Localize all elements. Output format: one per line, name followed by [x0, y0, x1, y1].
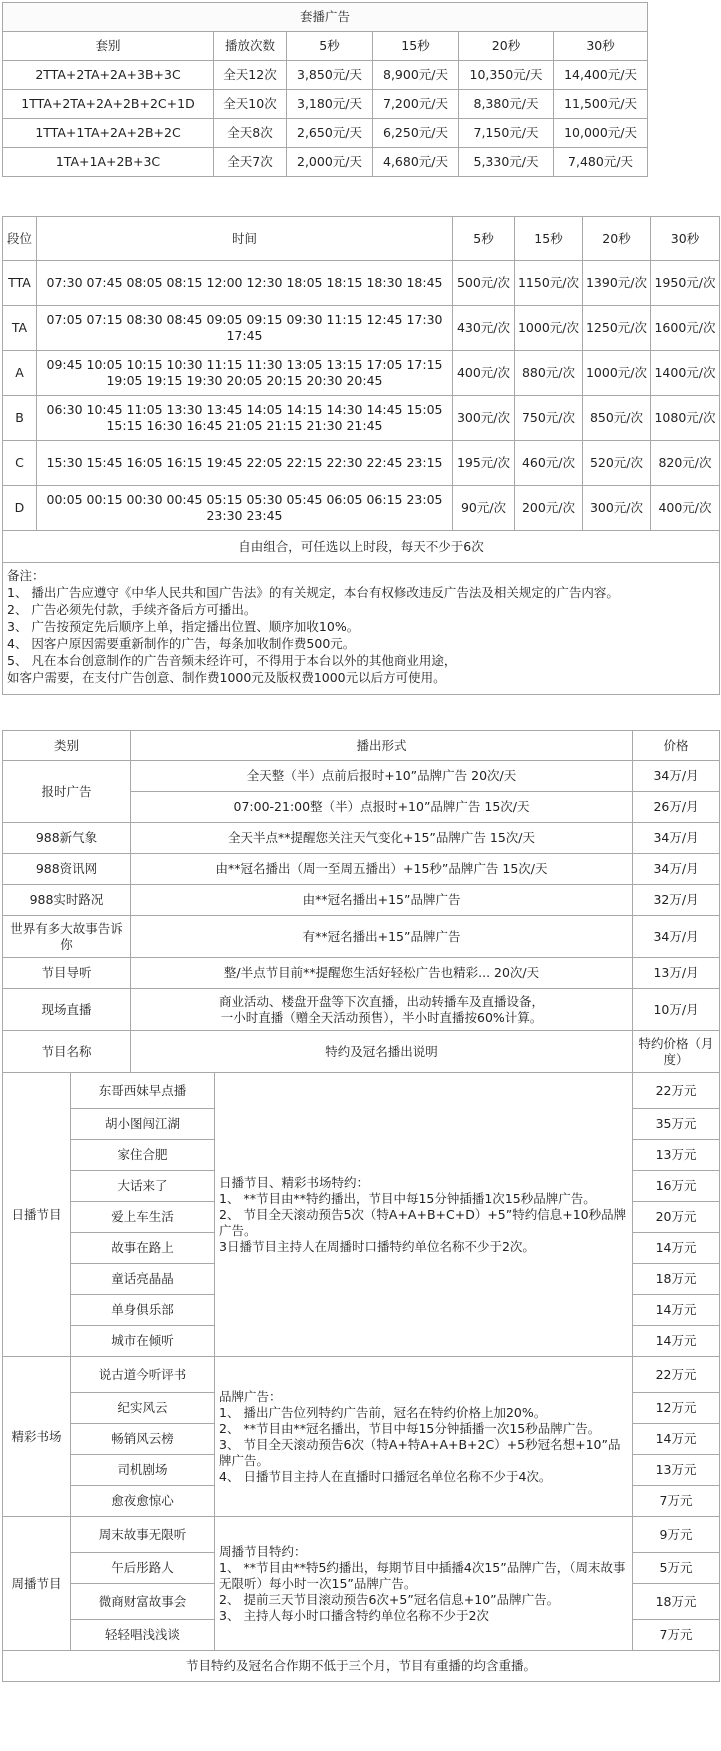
price-cell: 9万元 [633, 1517, 720, 1553]
price-cell: 1080元/次 [651, 396, 720, 441]
desc-line: 1、 播出广告位列特约广告前，冠名在特约价格上加20%。 [219, 1404, 547, 1420]
special-header: 播出形式 [131, 731, 633, 761]
play-count: 全天12次 [214, 61, 287, 90]
desc-line: 3日播节目主持人在周播时口播特约单位名称不少于2次。 [219, 1238, 535, 1254]
desc-line: 日播节目、精彩书场特约： [219, 1174, 370, 1190]
price-cell: 12万元 [633, 1393, 720, 1424]
slot-tier: TA [3, 306, 37, 351]
table-row [3, 885, 720, 916]
price-cell: 300元/次 [453, 396, 515, 441]
price-cell: 13万元 [633, 1455, 720, 1486]
price-cell: 750元/次 [515, 396, 583, 441]
slot-times: 00:05 00:15 00:30 00:45 05:15 05:30 05:45 06:05 06:15 23:05 23:30 23:45 [37, 486, 453, 531]
price-cell: 1000元/次 [583, 351, 651, 396]
format-cell: 由**冠名播出+15”品牌广告 [131, 885, 633, 916]
price-cell: 22万元 [633, 1073, 720, 1109]
program-category: 精彩书场 [3, 1357, 71, 1517]
category-cell: 现场直播 [3, 989, 131, 1031]
table-row [3, 989, 720, 1031]
table-row [3, 306, 720, 351]
package-header: 播放次数 [214, 32, 287, 61]
price-cell: 14万元 [633, 1295, 720, 1326]
program-desc [215, 1517, 633, 1651]
price-cell: 13万元 [633, 1140, 720, 1171]
slot-times: 15:30 15:45 16:05 16:15 19:45 22:05 22:15 22:30 22:45 23:15 [37, 441, 453, 486]
price-cell: 1950元/次 [651, 261, 720, 306]
price-cell: 7万元 [633, 1620, 720, 1651]
format-cell: 07:00-21:00整（半）点报时+10”品牌广告 15次/天 [131, 792, 633, 823]
price-cell: 7,150元/天 [459, 119, 554, 148]
live-line: 商业活动、楼盘开盘等下次直播，出动转播车及直播设备， [219, 993, 545, 1009]
program-desc [215, 1073, 633, 1357]
table-row [3, 854, 720, 885]
slot-header: 5秒 [453, 217, 515, 261]
price-cell: 1390元/次 [583, 261, 651, 306]
program-name: 微商财富故事会 [71, 1584, 215, 1620]
play-count: 全天7次 [214, 148, 287, 177]
price-cell: 400元/次 [651, 486, 720, 531]
table-row [3, 61, 648, 90]
program-name: 轻轻唱浅浅谈 [71, 1620, 215, 1651]
special-table [2, 730, 720, 1682]
slot-times: 07:30 07:45 08:05 08:15 12:00 12:30 18:05 18:15 18:30 18:45 [37, 261, 453, 306]
program-category: 日播节目 [3, 1073, 71, 1357]
price-cell: 11,500元/天 [554, 90, 648, 119]
program-name: 午后彤路人 [71, 1553, 215, 1584]
category-cell: 988实时路况 [3, 885, 131, 916]
price-cell: 5,330元/天 [459, 148, 554, 177]
price-cell: 8,380元/天 [459, 90, 554, 119]
price-cell: 10,350元/天 [459, 61, 554, 90]
program-name: 故事在路上 [71, 1233, 215, 1264]
price-cell: 1150元/次 [515, 261, 583, 306]
price-cell: 7,200元/天 [373, 90, 459, 119]
slot-tier: D [3, 486, 37, 531]
category-cell: 988资讯网 [3, 854, 131, 885]
package-header: 5秒 [287, 32, 373, 61]
program-footer: 节目特约及冠名合作期不低于三个月，节目有重播的均含重播。 [3, 1651, 720, 1682]
program-name: 爱上车生活 [71, 1202, 215, 1233]
desc-line: 2、 提前三天节目滚动预告6次+5”冠名信息+10”品牌广告。 [219, 1591, 560, 1607]
price-cell: 1000元/次 [515, 306, 583, 351]
slot-table [2, 216, 720, 695]
format-cell: 有**冠名播出+15”品牌广告 [131, 916, 633, 958]
play-count: 全天10次 [214, 90, 287, 119]
package-name: 1TTA+1TA+2A+2B+2C [3, 119, 214, 148]
slot-tier: C [3, 441, 37, 486]
format-cell: 整/半点节目前**提醒您生活好轻松广告也精彩... 20次/天 [131, 958, 633, 989]
note-item: 5、 凡在本台创意制作的广告音频未经许可，不得用于本台以外的其他商业用途， [7, 653, 457, 668]
price-cell: 820元/次 [651, 441, 720, 486]
slot-tier: A [3, 351, 37, 396]
price-cell: 520元/次 [583, 441, 651, 486]
live-line: 一小时直播（赠全天活动预售），半小时直播按60%计算。 [220, 1009, 543, 1025]
program-name: 愈夜愈惊心 [71, 1486, 215, 1517]
desc-line: 1、 **节目由**特5约播出，每期节目中插播4次15”品牌广告，（周末故事无限听）每小时一次15”品牌广告。 [219, 1559, 626, 1591]
package-header: 20秒 [459, 32, 554, 61]
package-title: 套播广告 [3, 3, 648, 32]
price-cell: 32万/月 [633, 885, 720, 916]
price-cell: 880元/次 [515, 351, 583, 396]
price-cell: 18万元 [633, 1264, 720, 1295]
table-row [3, 916, 720, 958]
price-cell: 14万元 [633, 1424, 720, 1455]
price-cell: 1250元/次 [583, 306, 651, 351]
program-name: 周末故事无限听 [71, 1517, 215, 1553]
table-row [3, 823, 720, 854]
price-cell: 14万元 [633, 1233, 720, 1264]
price-cell: 14,400元/天 [554, 61, 648, 90]
notes-block [3, 563, 720, 695]
price-cell: 850元/次 [583, 396, 651, 441]
slot-tier: TTA [3, 261, 37, 306]
price-cell: 10,000元/天 [554, 119, 648, 148]
table-row [3, 396, 720, 441]
price-cell: 16万元 [633, 1171, 720, 1202]
price-cell: 1600元/次 [651, 306, 720, 351]
program-name: 大话来了 [71, 1171, 215, 1202]
package-header-row [3, 32, 648, 61]
table-row [3, 351, 720, 396]
note-item: 1、 播出广告应遵守《中华人民共和国广告法》的有关规定，本台有权修改违反广告法及相关规定的广告内容。 [7, 585, 619, 600]
program-name: 畅销风云榜 [71, 1424, 215, 1455]
program-name: 家住合肥 [71, 1140, 215, 1171]
price-cell: 26万/月 [633, 792, 720, 823]
format-cell [131, 989, 633, 1031]
special-header: 价格 [633, 731, 720, 761]
price-cell: 1400元/次 [651, 351, 720, 396]
desc-line: 品牌广告： [219, 1388, 282, 1404]
price-cell: 195元/次 [453, 441, 515, 486]
price-cell: 200元/次 [515, 486, 583, 531]
price-cell: 7,480元/天 [554, 148, 648, 177]
desc-line: 3、 主持人每小时口播含特约单位名称不少于2次 [219, 1607, 489, 1623]
desc-line: 2、 节目全天滚动预告5次（特A+A+B+C+D）+5”特约信息+10秒品牌广告。 [219, 1206, 627, 1238]
note-item: 3、 广告按预定先后顺序上单，指定播出位置、顺序加收10%。 [7, 619, 360, 634]
program-name: 东哥西妹早点播 [71, 1073, 215, 1109]
price-cell: 500元/次 [453, 261, 515, 306]
price-cell: 300元/次 [583, 486, 651, 531]
program-name: 说古道今听评书 [71, 1357, 215, 1393]
desc-line: 2、 **节目由**冠名播出，节目中每15分钟插播一次15秒品牌广告。 [219, 1420, 601, 1436]
slot-header: 20秒 [583, 217, 651, 261]
special-header-row [3, 731, 720, 761]
slot-header: 时间 [37, 217, 453, 261]
slot-header: 段位 [3, 217, 37, 261]
slot-header-row [3, 217, 720, 261]
price-cell: 18万元 [633, 1584, 720, 1620]
price-cell: 5万元 [633, 1553, 720, 1584]
program-name: 童话亮晶晶 [71, 1264, 215, 1295]
desc-line: 3、 节目全天滚动预告6次（特A+特A+A+B+2C）+5秒冠名想+10”品牌广告。 [219, 1436, 621, 1468]
price-cell: 20万元 [633, 1202, 720, 1233]
program-header: 特约价格（月度） [633, 1031, 720, 1073]
program-name: 司机剧场 [71, 1455, 215, 1486]
price-cell: 400元/次 [453, 351, 515, 396]
category-cell: 世界有多大故事告诉你 [3, 916, 131, 958]
program-desc [215, 1357, 633, 1517]
package-table [2, 2, 648, 177]
note-item: 2、 广告必须先付款，手续齐备后方可播出。 [7, 602, 257, 617]
price-cell: 430元/次 [453, 306, 515, 351]
note-item: 如客户需要，在支付广告创意、制作费1000元及版权费1000元以后方可使用。 [7, 670, 446, 685]
slot-times: 07:05 07:15 08:30 08:45 09:05 09:15 09:30 11:15 12:45 17:30 17:45 [37, 306, 453, 351]
price-cell: 460元/次 [515, 441, 583, 486]
price-cell: 8,900元/天 [373, 61, 459, 90]
table-row [3, 486, 720, 531]
package-header: 套别 [3, 32, 214, 61]
notes-title: 备注： [7, 568, 45, 583]
program-header: 节目名称 [3, 1031, 131, 1073]
program-name: 城市在倾听 [71, 1326, 215, 1357]
table-row [3, 90, 648, 119]
price-cell: 22万元 [633, 1357, 720, 1393]
price-cell: 2,000元/天 [287, 148, 373, 177]
format-cell: 全天整（半）点前后报时+10”品牌广告 20次/天 [131, 761, 633, 792]
price-cell: 3,180元/天 [287, 90, 373, 119]
price-cell: 3,850元/天 [287, 61, 373, 90]
price-cell: 34万/月 [633, 823, 720, 854]
table-row [3, 261, 720, 306]
price-cell: 13万/月 [633, 958, 720, 989]
note-item: 4、 因客户原因需要重新制作的广告，每条加收制作费500元。 [7, 636, 356, 651]
price-cell: 34万/月 [633, 916, 720, 958]
program-name: 单身俱乐部 [71, 1295, 215, 1326]
price-cell: 14万元 [633, 1326, 720, 1357]
slot-footer: 自由组合，可任选以上时段，每天不少于6次 [3, 531, 720, 563]
program-category: 周播节目 [3, 1517, 71, 1651]
price-cell: 35万元 [633, 1109, 720, 1140]
table-row [3, 761, 720, 792]
category-cell: 节目导听 [3, 958, 131, 989]
slot-tier: B [3, 396, 37, 441]
slot-header: 30秒 [651, 217, 720, 261]
table-row [3, 1517, 720, 1553]
format-cell: 由**冠名播出（周一至周五播出）+15秒”品牌广告 15次/天 [131, 854, 633, 885]
category-cell: 988新气象 [3, 823, 131, 854]
table-row [3, 1073, 720, 1109]
table-row [3, 148, 648, 177]
price-cell: 34万/月 [633, 854, 720, 885]
table-row [3, 441, 720, 486]
price-cell: 4,680元/天 [373, 148, 459, 177]
play-count: 全天8次 [214, 119, 287, 148]
format-cell: 全天半点**提醒您关注天气变化+15”品牌广告 15次/天 [131, 823, 633, 854]
table-row [3, 958, 720, 989]
table-row [3, 1357, 720, 1393]
table-row [3, 119, 648, 148]
package-name: 1TTA+2TA+2A+2B+2C+1D [3, 90, 214, 119]
price-cell: 90元/次 [453, 486, 515, 531]
price-cell: 10万/月 [633, 989, 720, 1031]
desc-line: 1、 **节目由**特约播出，节目中每15分钟插播1次15秒品牌广告。 [219, 1190, 596, 1206]
special-header: 类别 [3, 731, 131, 761]
desc-line: 周播节目特约： [219, 1543, 307, 1559]
package-header: 15秒 [373, 32, 459, 61]
package-name: 2TTA+2TA+2A+3B+3C [3, 61, 214, 90]
price-cell: 2,650元/天 [287, 119, 373, 148]
category-cell: 报时广告 [3, 761, 131, 823]
slot-times: 06:30 10:45 11:05 13:30 13:45 14:05 14:15 14:30 14:45 15:05 15:15 16:30 16:45 21:05 21:15 21:30 21:45 [37, 396, 453, 441]
slot-header: 15秒 [515, 217, 583, 261]
package-header: 30秒 [554, 32, 648, 61]
price-cell: 34万/月 [633, 761, 720, 792]
program-name: 纪实风云 [71, 1393, 215, 1424]
program-header-row [3, 1031, 720, 1073]
package-name: 1TA+1A+2B+3C [3, 148, 214, 177]
slot-times: 09:45 10:05 10:15 10:30 11:15 11:30 13:05 13:15 17:05 17:15 19:05 19:15 19:30 20:05 20:15 20:30 20:45 [37, 351, 453, 396]
program-header: 特约及冠名播出说明 [131, 1031, 633, 1073]
price-cell: 7万元 [633, 1486, 720, 1517]
price-cell: 6,250元/天 [373, 119, 459, 148]
desc-line: 4、 日播节目主持人在直播时口播冠名单位名称不少于4次。 [219, 1468, 552, 1484]
program-name: 胡小图闯江湖 [71, 1109, 215, 1140]
